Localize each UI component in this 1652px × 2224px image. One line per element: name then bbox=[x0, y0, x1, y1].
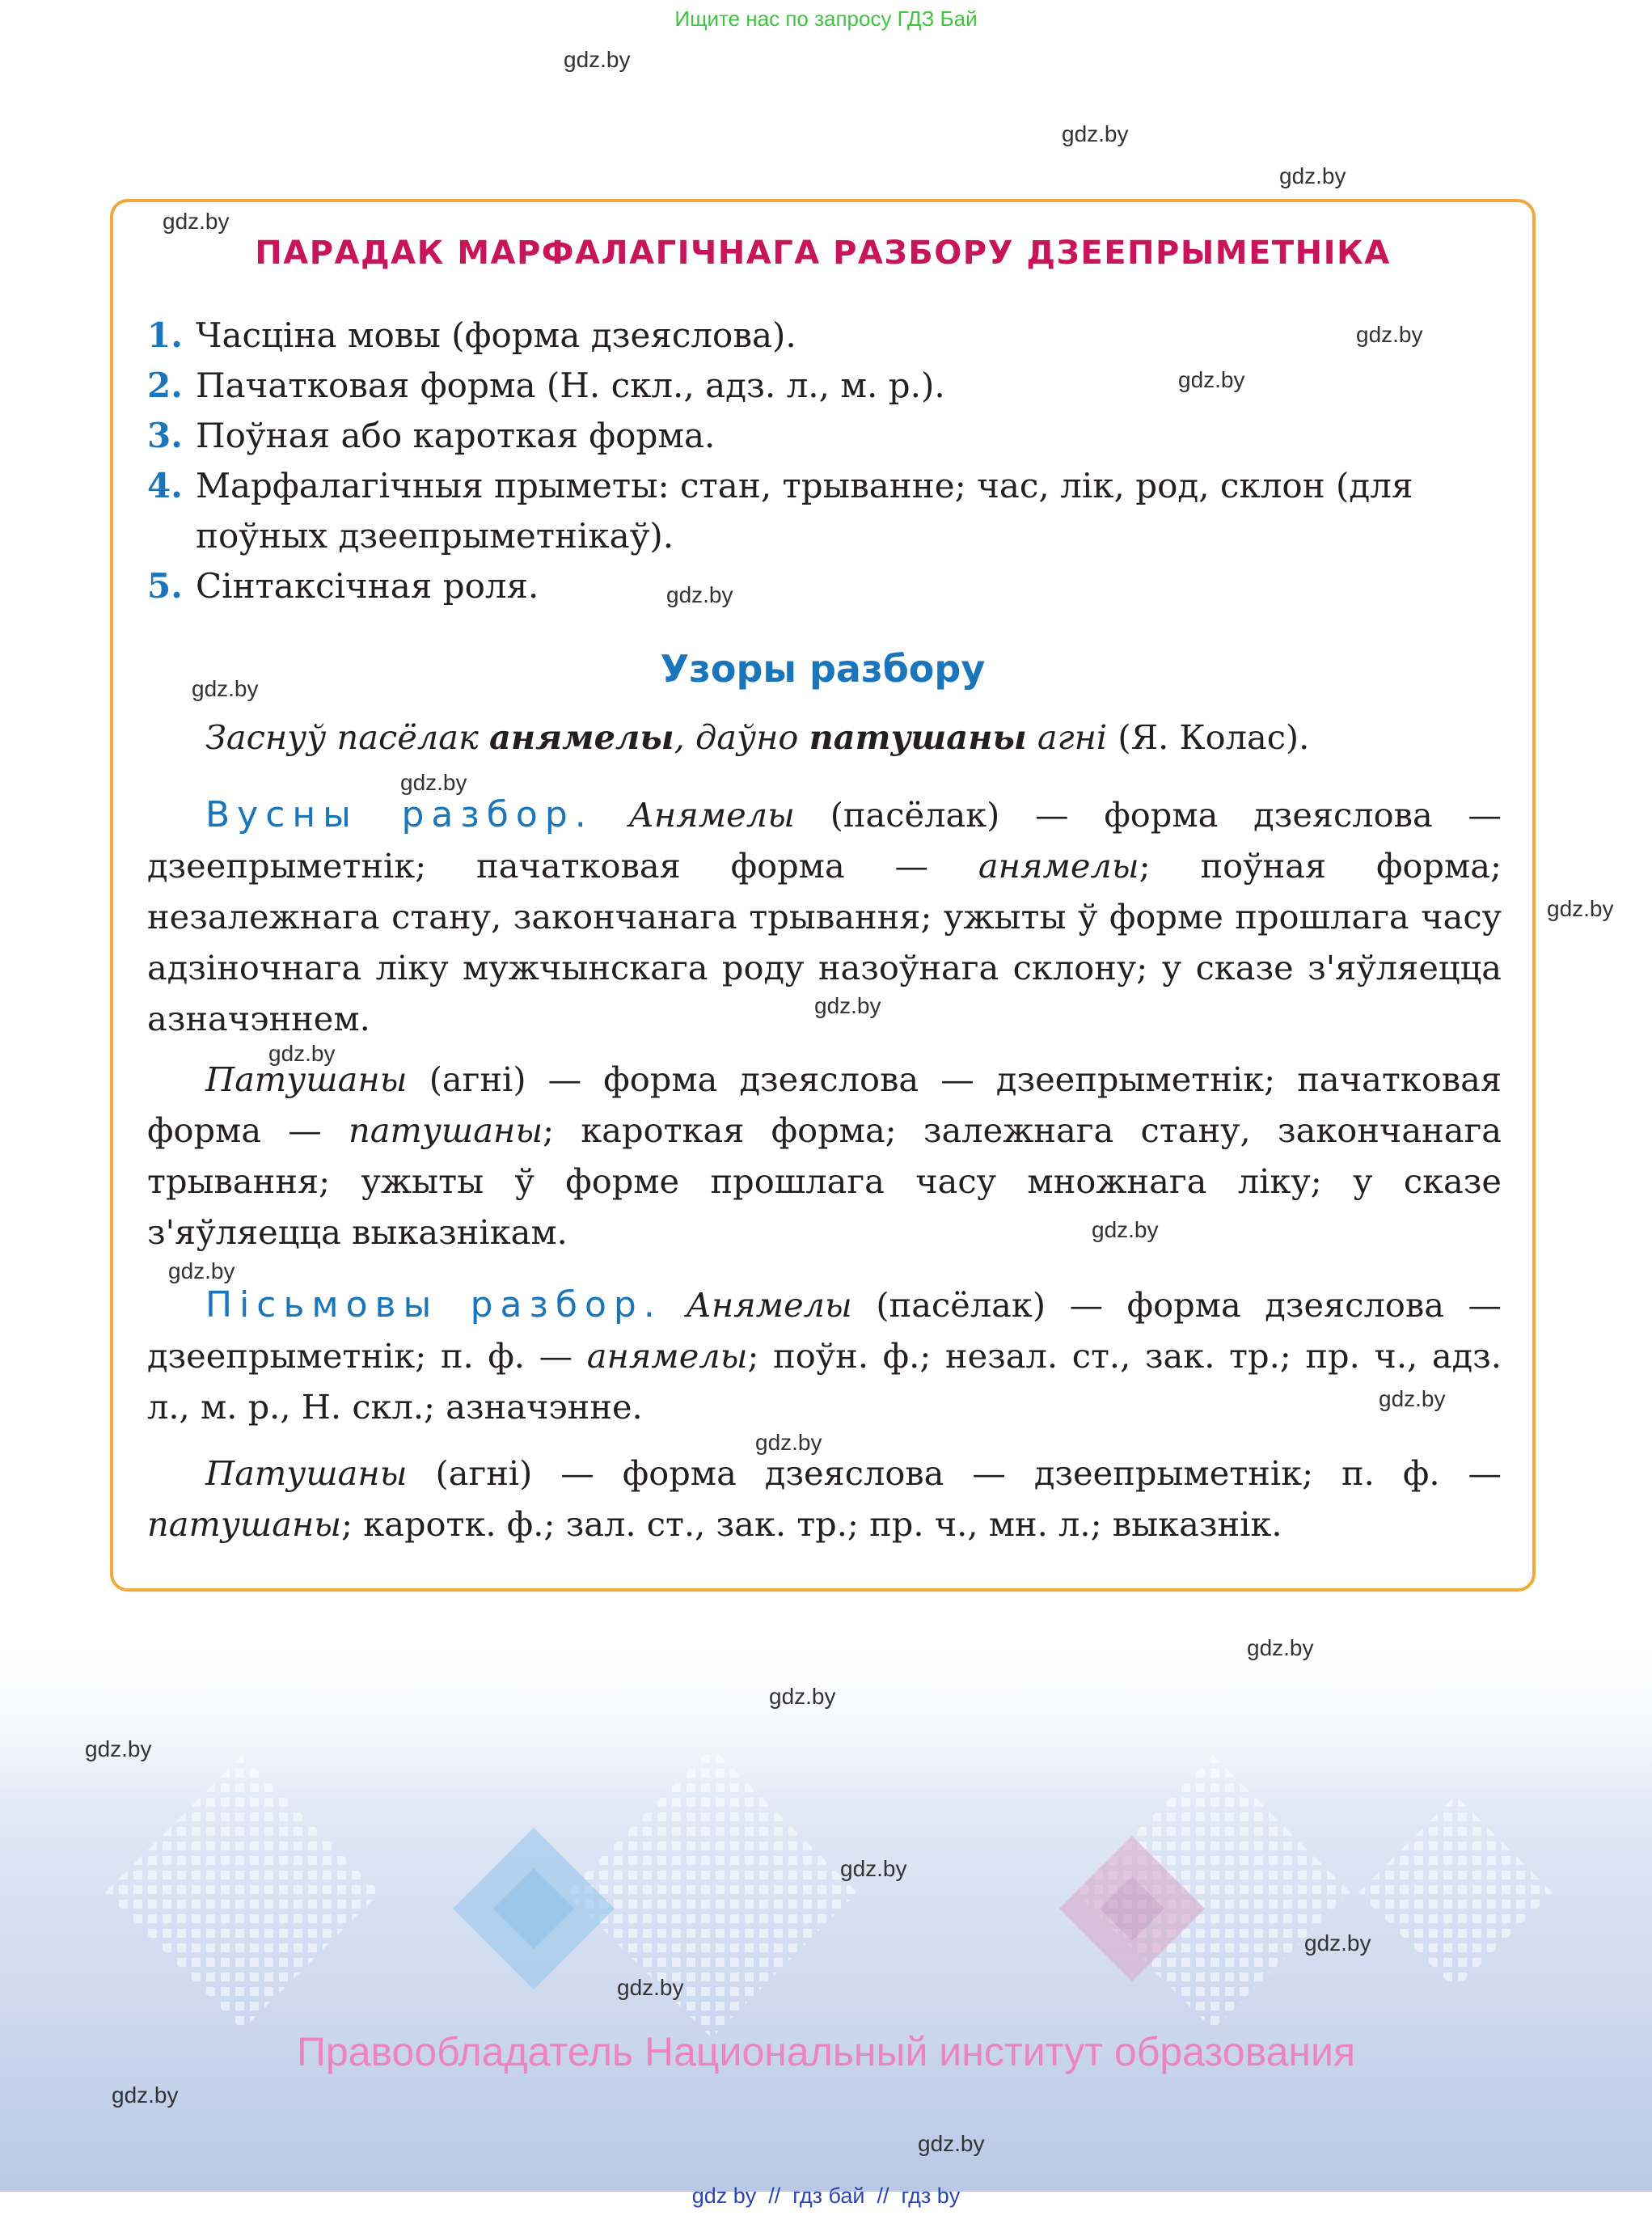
watermark: gdz.by bbox=[1178, 367, 1245, 392]
analysis-text: (агні) — форма дзеяслова — дзеепрыметнік; п. ф. — bbox=[407, 1453, 1502, 1493]
watermark: gdz.by bbox=[1062, 121, 1129, 146]
watermark: gdz.by bbox=[168, 1258, 235, 1283]
step-number: 3. bbox=[147, 416, 183, 455]
analyzed-word: Патушаны bbox=[205, 1059, 408, 1099]
rightholder-notice: Правообладатель Национальный институт образования bbox=[296, 2029, 1356, 2074]
step-number: 4. bbox=[147, 466, 183, 505]
analysis-text: (пасёлак) — форма дзеяслова — дзеепрыметнік; пачатковая форма — bbox=[147, 795, 1502, 886]
analysis-steps-list bbox=[147, 311, 1506, 611]
oral-analysis-paragraph-2 bbox=[147, 1054, 1502, 1258]
page-title: ПАРАДАК МАРФАЛАГІЧНАГА РАЗБОРУ ДЗЕЕПРЫМЕТНІКА bbox=[255, 235, 1391, 272]
watermark: gdz.by bbox=[840, 1856, 907, 1881]
list-item bbox=[147, 561, 1506, 611]
analysis-initial-form: патушаны bbox=[147, 1504, 342, 1544]
watermark: gdz.by bbox=[1092, 1217, 1159, 1242]
watermark: gdz.by bbox=[1356, 322, 1423, 347]
analyzed-word: Анямелы bbox=[628, 795, 795, 835]
analysis-initial-form: анямелы bbox=[978, 846, 1139, 886]
step-text: Часціна мовы (форма дзеяслова). bbox=[196, 315, 796, 355]
analysis-initial-form: анямелы bbox=[586, 1336, 748, 1376]
step-number: 1. bbox=[147, 315, 183, 355]
example-source: (Я. Колас). bbox=[1107, 717, 1310, 757]
analysis-text: ; каротк. ф.; зал. ст., зак. тр.; пр. ч., мн. л.; выказнік. bbox=[341, 1504, 1282, 1544]
watermark: gdz.by bbox=[564, 47, 631, 72]
list-item bbox=[147, 361, 1506, 411]
example-sentence bbox=[147, 712, 1502, 763]
written-analysis-label: Пісьмовы разбор. bbox=[205, 1284, 662, 1326]
oral-analysis-label: Вусны разбор. bbox=[205, 794, 594, 835]
step-number: 5. bbox=[147, 566, 183, 606]
watermark: gdz.by bbox=[1247, 1635, 1314, 1660]
analyzed-word: Анямелы bbox=[686, 1285, 852, 1325]
analysis-text: (агні) — форма дзеяслова — дзеепрыметнік; пачатковая форма — bbox=[147, 1059, 1502, 1150]
watermark: gdz.by bbox=[769, 1684, 836, 1709]
list-item bbox=[147, 461, 1506, 561]
watermark: gdz.by bbox=[617, 1975, 684, 2000]
written-analysis-paragraph-2 bbox=[147, 1448, 1502, 1550]
watermark: gdz.by bbox=[1547, 896, 1614, 921]
example-highlight: патушаны bbox=[809, 717, 1027, 757]
analysis-initial-form: патушаны bbox=[349, 1110, 543, 1150]
watermark: gdz.by bbox=[1279, 163, 1346, 188]
example-text: , даўно bbox=[674, 717, 809, 757]
watermark: gdz.by bbox=[814, 993, 881, 1018]
example-text: Заснуў пасёлак bbox=[205, 717, 489, 757]
top-notice: Ищите нас по запросу ГДЗ Бай bbox=[674, 6, 978, 31]
watermark: gdz.by bbox=[918, 2131, 985, 2156]
oral-analysis-paragraph-1 bbox=[147, 789, 1502, 1044]
step-text: Сінтаксічная роля. bbox=[196, 566, 539, 606]
analyzed-word: Патушаны bbox=[205, 1453, 408, 1493]
watermark: gdz.by bbox=[112, 2082, 179, 2108]
analysis-text: (пасёлак) — форма дзеяслова — дзеепрыметнік; п. ф. — bbox=[147, 1285, 1502, 1376]
step-number: 2. bbox=[147, 366, 183, 405]
watermark: gdz.by bbox=[1304, 1930, 1371, 1956]
watermark: gdz.by bbox=[400, 770, 467, 795]
ornament-background bbox=[0, 1650, 1652, 2192]
analysis-text: ; поўн. ф.; незал. ст., зак. тр.; пр. ч., адз. л., м. р., Н. скл.; азначэнне. bbox=[147, 1336, 1502, 1427]
watermark: gdz.by bbox=[163, 209, 230, 234]
example-text: агні bbox=[1026, 717, 1108, 757]
section-subtitle: Узоры разбору bbox=[660, 647, 986, 691]
list-item bbox=[147, 311, 1506, 361]
list-item bbox=[147, 411, 1506, 461]
step-text: Марфалагічныя прыметы: стан, трыванне; час, лік, род, склон (для поўных дзеепрыметнікаў). bbox=[196, 466, 1413, 556]
analysis-text: ; поўная форма; незалежнага стану, закончанага трывання; ужыты ў форме прошлага часу адзіночнага ліку мужчынскага роду назоўнага склону; у сказе з'яўляецца азначэннем. bbox=[147, 846, 1502, 1038]
analysis-text: ; кароткая форма; залежнага стану, закончанага трывання; ужыты ў форме прошлага часу множнага ліку; у сказе з'яўляецца выказнікам. bbox=[147, 1110, 1502, 1252]
watermark: gdz.by bbox=[85, 1736, 152, 1761]
watermark: gdz.by bbox=[755, 1430, 822, 1455]
written-analysis-paragraph-1 bbox=[147, 1279, 1502, 1432]
watermark: gdz.by bbox=[666, 582, 733, 607]
watermark: gdz.by bbox=[268, 1041, 336, 1066]
footer-links: gdz by // гдз бай // гдз by bbox=[691, 2184, 961, 2208]
example-highlight: анямелы bbox=[488, 717, 674, 757]
step-text: Пачатковая форма (Н. скл., адз. л., м. р.). bbox=[196, 366, 945, 405]
step-text: Поўная або кароткая форма. bbox=[196, 416, 716, 455]
watermark: gdz.by bbox=[192, 676, 259, 701]
watermark: gdz.by bbox=[1379, 1386, 1446, 1411]
